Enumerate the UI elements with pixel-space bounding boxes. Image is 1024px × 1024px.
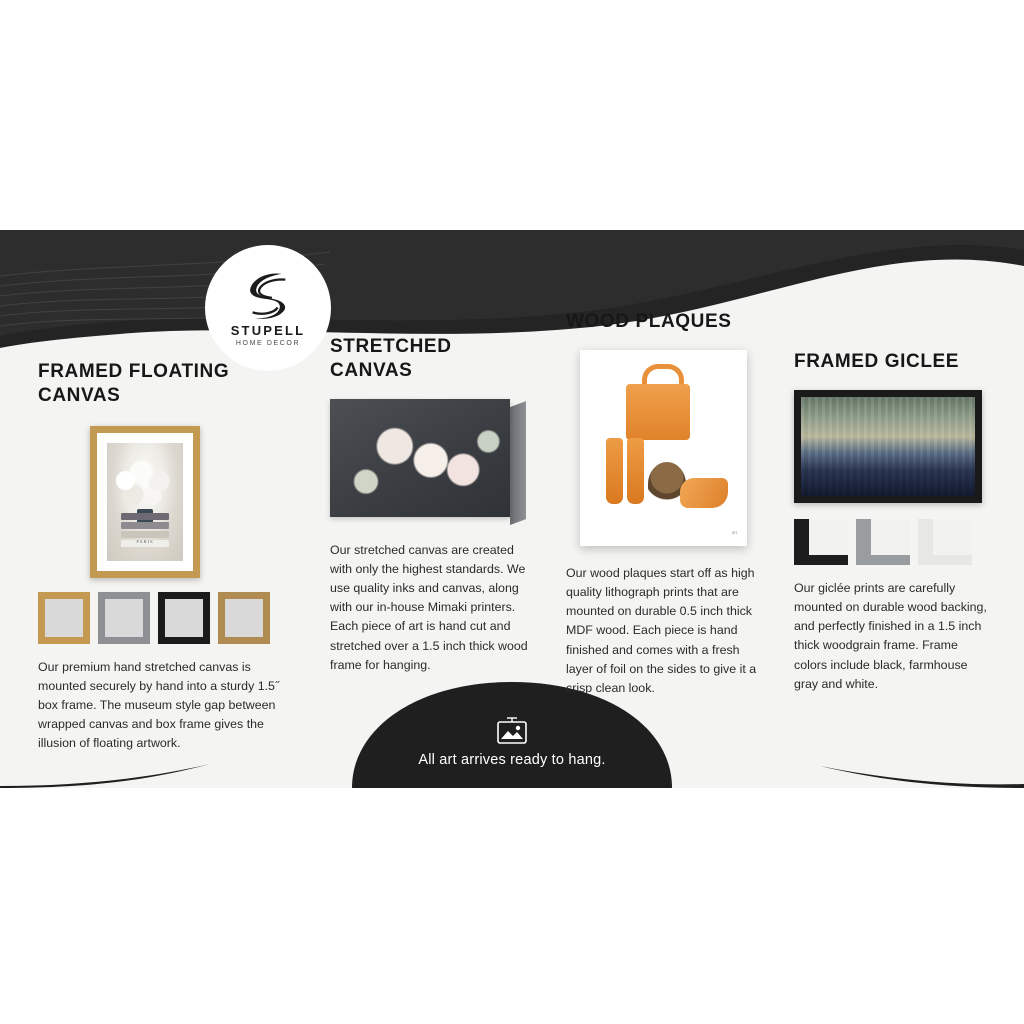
swatch-gold bbox=[38, 592, 90, 644]
stretched-canvas-artwork bbox=[330, 399, 526, 523]
brand-name: STUPELL bbox=[230, 322, 306, 338]
frame-color-swatches bbox=[38, 592, 288, 644]
boot-right-graphic bbox=[627, 438, 644, 504]
canvas-face bbox=[330, 399, 510, 517]
frame-sample-white bbox=[918, 519, 972, 565]
top-wave-svg bbox=[0, 230, 1024, 348]
top-wave-decoration bbox=[0, 230, 1024, 348]
frame-sample-farmhouse-gray bbox=[856, 519, 910, 565]
canvas-side-edge bbox=[510, 401, 526, 525]
column-description: Our premium hand stretched canvas is mounted securely by hand into a sturdy 1.5˝ box frame. The museum style gap between wrapped canvas and box frame gives the illusion of floating artwork. bbox=[38, 659, 280, 751]
ready-to-hang-text: All art arrives ready to hang. bbox=[418, 752, 606, 768]
column-stretched-canvas bbox=[330, 335, 535, 675]
giclee-frame-color-samples bbox=[794, 519, 994, 565]
column-description: Our giclée prints are carefully mounted on durable wood backing, and perfectly finished in a 1.5 inch thick woodgrain frame. Frame colors include black, farmhouse gray and white. bbox=[794, 580, 987, 691]
product-types-infographic bbox=[0, 230, 1024, 788]
framed-floating-canvas-artwork bbox=[90, 426, 200, 578]
column-description: Our wood plaques start off as high quality lithograph prints that are mounted on durable 0.5 inch thick MDF wood. Each piece is hand finished and comes with a fresh layer of foil on the sides to give it a crisp clean look. bbox=[566, 565, 757, 696]
scarf-graphic bbox=[680, 478, 728, 508]
swatch-gray bbox=[98, 592, 150, 644]
stacked-books-graphic bbox=[121, 513, 169, 549]
column-title: STRETCHED CANVAS bbox=[330, 336, 452, 381]
handbag-graphic bbox=[626, 384, 690, 440]
artwork-text-label: PARIS bbox=[136, 538, 154, 544]
wood-plaque-artwork bbox=[580, 350, 747, 546]
framed-picture-icon bbox=[495, 716, 529, 746]
column-framed-floating-canvas bbox=[38, 360, 288, 754]
gold-box-frame bbox=[90, 426, 200, 578]
frame-sample-black bbox=[794, 519, 848, 565]
stupell-swirl-logo-icon bbox=[239, 270, 297, 322]
column-title: FRAMED FLOATING CANVAS bbox=[38, 361, 230, 406]
column-framed-giclee bbox=[794, 350, 994, 694]
boot-left-graphic bbox=[606, 438, 623, 504]
ready-to-hang-callout bbox=[352, 700, 672, 788]
column-wood-plaques bbox=[566, 310, 766, 698]
hydrangea-bouquet-graphic bbox=[110, 459, 180, 513]
framed-giclee-artwork bbox=[794, 390, 982, 503]
column-title: FRAMED GICLEE bbox=[794, 351, 960, 372]
canvas-print bbox=[107, 443, 183, 561]
abstract-texture bbox=[801, 397, 975, 496]
column-title: WOOD PLAQUES bbox=[566, 311, 732, 332]
swatch-black bbox=[158, 592, 210, 644]
swatch-woodgrain bbox=[218, 592, 270, 644]
artist-signature: art bbox=[731, 530, 737, 536]
brand-tagline: HOME DECOR bbox=[235, 339, 301, 347]
column-description: Our stretched canvas are created with only the highest standards. We use quality inks and canvas, along with our in-house Mimaki printers. Each piece of art is hand cut and stretched over a 1.5 inch thick wood frame for hanging. bbox=[330, 542, 528, 672]
brand-logo bbox=[205, 245, 331, 371]
